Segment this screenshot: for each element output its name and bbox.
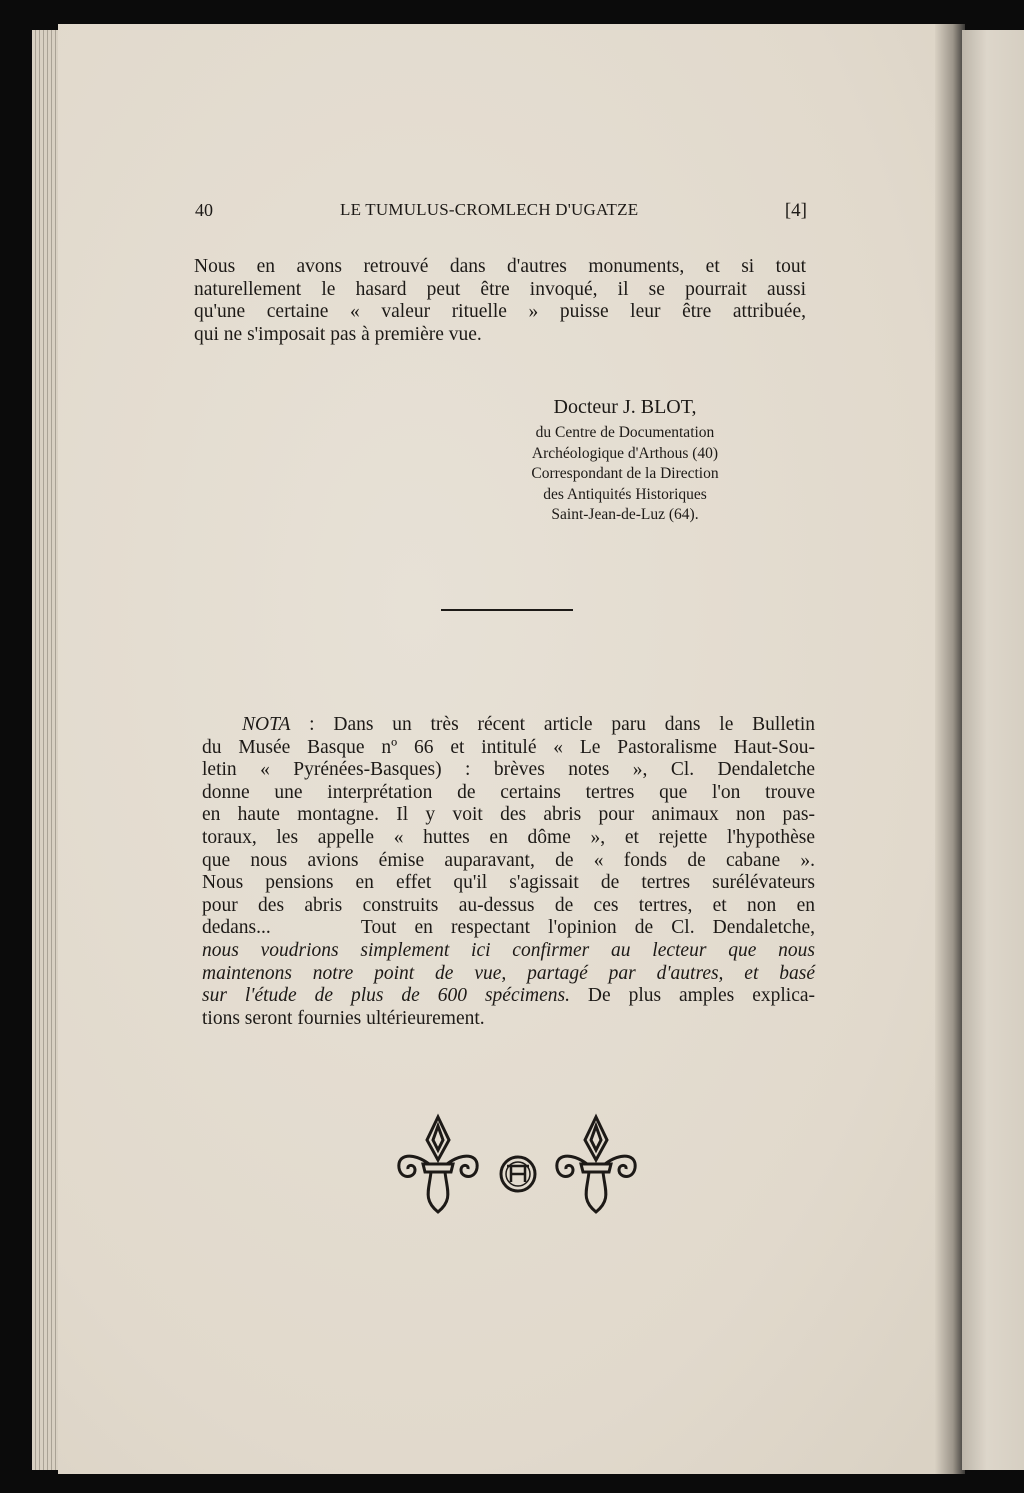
page-number: 40 <box>195 200 213 220</box>
affiliation-line: Saint-Jean-de-Luz (64). <box>551 506 699 523</box>
running-title: LE TUMULUS-CROMLECH D'UGATZE <box>340 200 639 219</box>
author-name: Docteur J. BLOT, <box>553 396 697 418</box>
affiliation-line: des Antiquités Historiques <box>543 485 707 503</box>
fleur-de-lis-icon <box>399 1117 477 1212</box>
text-line <box>202 714 815 737</box>
text-line: letin « Pyrénées-Basques) : brèves notes », Cl. Dendaletche <box>202 759 815 781</box>
fleur-de-lis-ornament <box>393 1112 643 1218</box>
text-line: toraux, les appelle « huttes en dôme », et rejette l'hypothèse <box>202 826 815 848</box>
text-segment: : Dans un très récent article paru dans le Bulletin <box>290 714 815 735</box>
text-line: pour des abris construits au-dessus de ces tertres, et non en <box>202 894 815 916</box>
horizontal-rule <box>441 609 573 611</box>
text-line: dedans... Tout en respectant l'opinion de Cl. Dendaletche, <box>202 917 815 939</box>
monogram-medallion <box>501 1157 535 1191</box>
text-line: naturellement le hasard peut être invoqué, il se pourrait aussi <box>194 278 806 300</box>
text-line: nous voudrions simplement ici confirmer au lecteur que nous <box>202 939 815 961</box>
text-line <box>202 985 815 1008</box>
text-line: Nous en avons retrouvé dans d'autres monuments, et si tout <box>194 256 806 277</box>
text-line: maintenons notre point de vue, partagé par d'autres, et basé <box>202 962 815 984</box>
signature-block <box>480 395 770 526</box>
text-line: du Musée Basque nº 66 et intitulé « Le Pastoralisme Haut-Sou- <box>202 736 815 758</box>
text-line: tions seront fournies ultérieurement. <box>202 1007 485 1029</box>
text-line: Nous pensions en effet qu'il s'agissait de tertres surélévateurs <box>202 872 815 894</box>
nota-label: NOTA <box>242 714 291 735</box>
text-segment: sur l'étude de plus de 600 spécimens. <box>202 985 570 1007</box>
text-line: donne une interprétation de certains tertres que l'on trouve <box>202 781 815 803</box>
affiliation-line: du Centre de Documentation <box>535 424 715 441</box>
affiliation-line: Archéologique d'Arthous (40) <box>531 444 719 462</box>
text-segment: De plus amples explica- <box>569 985 815 1007</box>
affiliation-line: Correspondant de la Direction <box>531 465 719 482</box>
text-line: en haute montagne. Il y voit des abris pour animaux non pas- <box>202 804 815 826</box>
book-gutter <box>935 24 965 1474</box>
text-line: qu'une certaine « valeur rituelle » puisse leur être attribuée, <box>194 301 806 323</box>
text-line: qui ne s'imposait pas à première vue. <box>194 323 482 345</box>
text-line: que nous avions émise auparavant, de « fonds de cabane ». <box>202 849 815 871</box>
running-header <box>195 200 807 224</box>
facing-page-edge <box>962 30 1024 1470</box>
nota-paragraph <box>202 714 815 1030</box>
section-number: [4] <box>784 200 807 221</box>
body-paragraph <box>194 256 806 346</box>
